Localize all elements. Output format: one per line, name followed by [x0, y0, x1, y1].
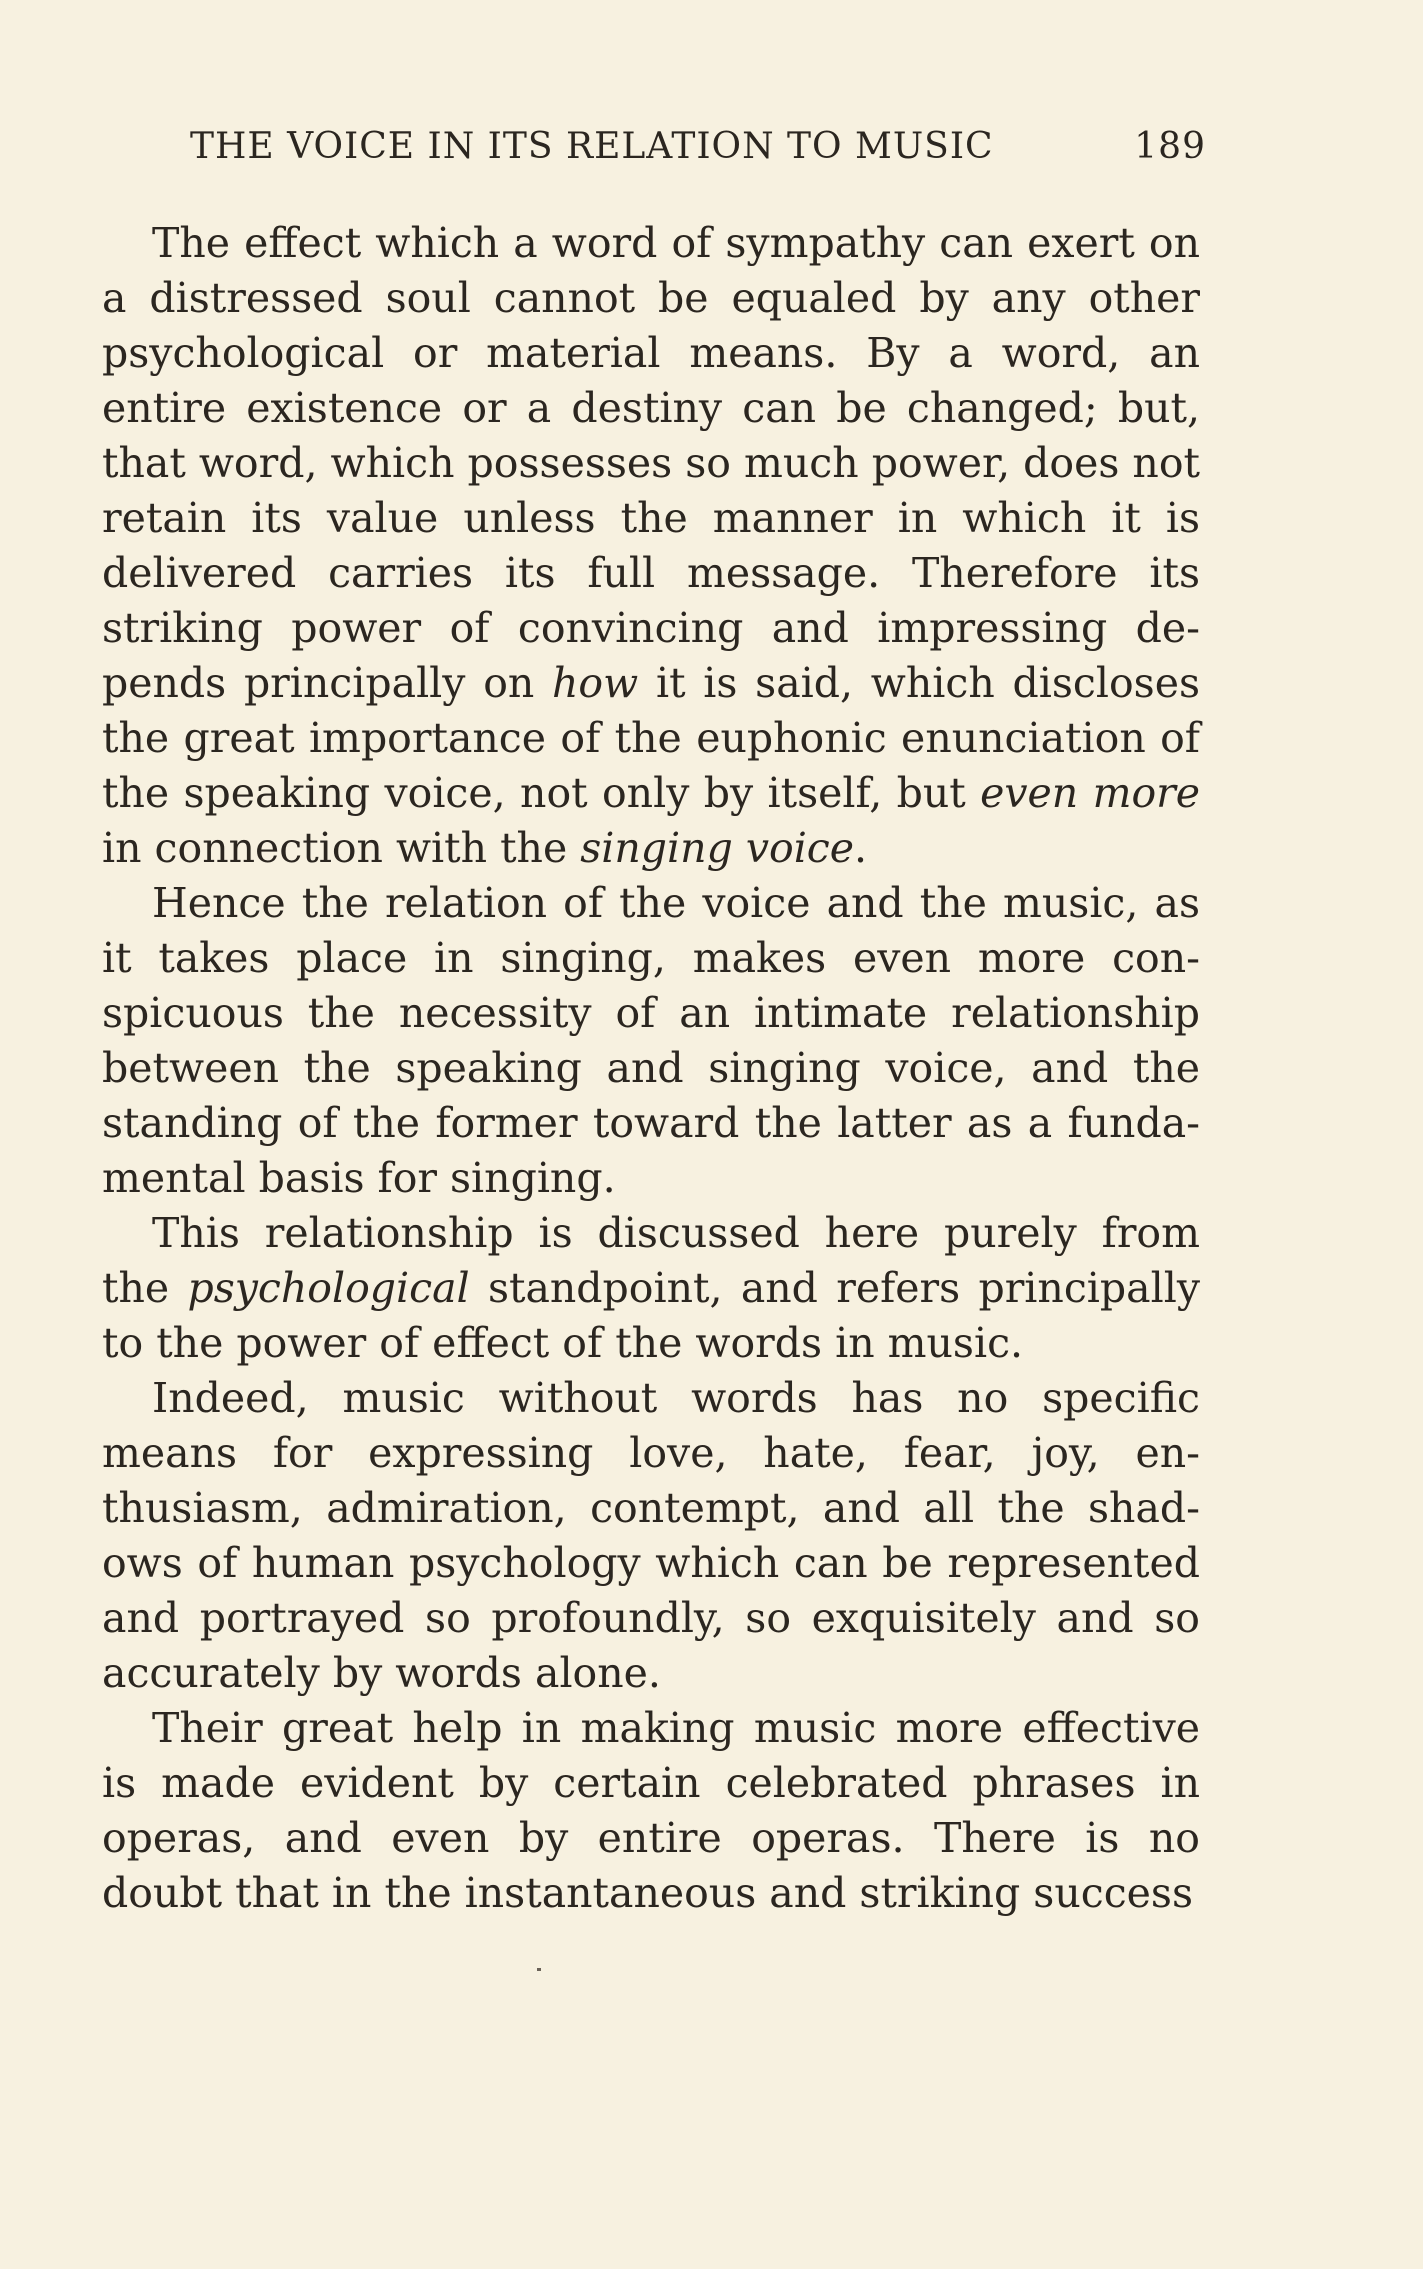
italic-psychological: psychological — [187, 1264, 470, 1312]
paragraph-text: it is said, which discloses the great importance of the euphonic enunciation of the speaking voice, not only by itself, but — [102, 659, 1201, 817]
paragraph-text: Indeed, music without words has no specific means for expressing love, hate, fear, joy, enthusiasm, admiration, contempt, and all the shadows of human psychology which can be represented and portrayed so profoundly, so exquisitely and so accurately by words alone. — [102, 1374, 1200, 1697]
paragraph-text: This relationship is discussed here purely from the — [102, 1209, 1200, 1312]
body-text — [102, 216, 1200, 1921]
page-number: 189 — [1134, 126, 1206, 167]
paragraph-sympathy — [102, 216, 1200, 876]
italic-singing-voice: singing voice — [580, 824, 855, 872]
paragraph-psychological — [102, 1206, 1200, 1371]
paragraph-text: standpoint, and refers principally to the power of effect of the words in music. — [102, 1264, 1200, 1367]
italic-even-more: even more — [980, 769, 1200, 817]
paragraph-text: Their great help in making music more effective is made evident by certain celebrated phrases in operas, and even by entire operas. There is no doubt that in the instantaneous and striking success — [102, 1704, 1200, 1917]
paragraph-text: . — [854, 824, 868, 872]
running-head — [190, 122, 1206, 172]
paragraph-text: in connection with the — [102, 824, 581, 872]
running-head-title: THE VOICE IN ITS RELATION TO MUSIC — [190, 126, 994, 167]
paragraph-music-without-words — [102, 1371, 1200, 1701]
paragraph-operas — [102, 1701, 1200, 1921]
paragraph-text: The effect which a word of sympathy can exert on a distressed soul cannot be equaled by any other psychological or material means. By a word, an entire existence or a destiny can be changed; but, that word, which possesses so much power, does not retain its value unless the manner in which it is delivered carries its full message. Therefore its striking power of convincing and impressing depends principally on — [102, 219, 1200, 707]
page-speck — [537, 1968, 541, 1971]
paragraph-text: Hence the relation of the voice and the music, as it takes place in singing, makes even more conspicuous the necessity of an intimate relationship between the speaking and singing voice, and the standing of the former toward the latter as a fundamental basis for singing. — [102, 879, 1200, 1202]
italic-how: how — [552, 659, 639, 707]
paragraph-relation — [102, 876, 1200, 1206]
